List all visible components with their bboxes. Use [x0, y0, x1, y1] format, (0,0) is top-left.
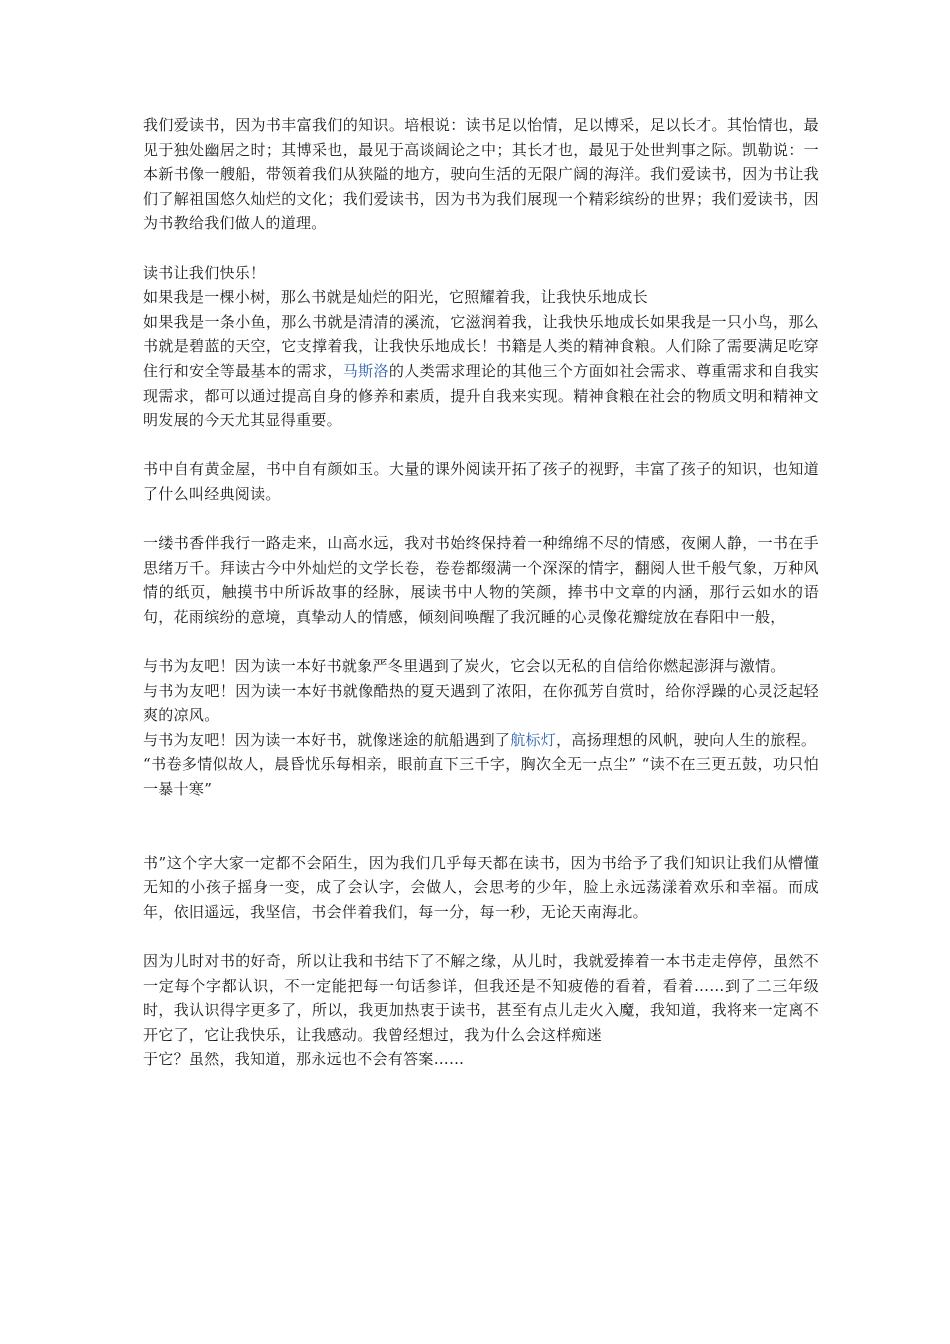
paragraph-no-answer: 于它？虽然，我知道，那永远也不会有答案……: [143, 1050, 465, 1069]
paragraph-little-fish: [143, 310, 819, 433]
paragraph-gap: [143, 236, 819, 261]
paragraph-text: 如果我是一条小鱼，那么书就是清清的溪流，它滋润着我，让我快乐地成长如果我是一只小鸟，那么书就是碧蓝的天空，它支撑着我，让我快乐地成长！书籍是人类的精神食粮。人们除了需要满足吃穿住行和安全等最基本的需求，: [143, 312, 819, 380]
paragraph-gap: [143, 802, 819, 851]
paragraph-gap: [143, 924, 819, 949]
paragraph-gap: [143, 433, 819, 458]
paragraph-book-character: 书”这个字大家一定都不会陌生，因为我们几乎每天都在读书，因为书给予了我们知识让我们从懵懂无知的小孩子摇身一变，成了会认字，会做人，会思考的少年，脸上永远荡漾着欢乐和幸福。而成年，依旧遥远，我坚信，书会伴着我们，每一分，每一秒，无论天南海北。: [143, 853, 819, 921]
paragraph-gap: [143, 629, 819, 654]
paragraph-golden-house: 书中自有黄金屋，书中自有颜如玉。大量的课外阅读开拓了孩子的视野，丰富了孩子的知识，也知道了什么叫经典阅读。: [143, 460, 819, 503]
paragraph-heading-reading-happy: 读书让我们快乐！: [143, 263, 266, 282]
paragraph-friend-summer: 与书为友吧！因为读一本好书就像酷热的夏天遇到了浓阳，在你孤芳自赏时，给你浮躁的心灵泛起轻爽的凉风。: [143, 681, 819, 725]
paragraph-book-fragrance: 一缕书香伴我行一路走来，山高水远，我对书始终保持着一种绵绵不尽的情感，夜阑人静，一书在手思绪万千。拜读古今中外灿烂的文学长卷，卷卷都缀满一个深深的情字，翻阅人世千般气象，万种风情的纸页，触摸书中所诉故事的经脉，展读书中人物的笑颜，捧书中文章的内涵，那行云如水的语句，花雨缤纷的意境，真挚动人的情感，倾刻间唤醒了我沉睡的心灵像花瓣绽放在春阳中一般，: [143, 534, 819, 626]
paragraph-text: 的人类需求理论的其他三个方面如社会需求、尊重需求和自我实现需求，都可以通过提高自身的修养和素质，提升自我来实现。精神食粮在社会的物质文明和精神文明发展的今天尤其显得重要。: [143, 361, 820, 430]
document-body: [143, 113, 819, 1072]
paragraph-gap: [143, 507, 819, 532]
paragraph-love-reading: 我们爱读书，因为书丰富我们的知识。培根说：读书足以怡情，足以博采，足以长才。其怡情也，最见于独处幽居之时；其博采也，最见于高谈阔论之中；其长才也，最见于处世判事之际。凯勒说：一本新书像一艘船，带领着我们从狭隘的地方，驶向生活的无限广阔的海洋。我们爱读书，因为书让我们了解祖国悠久灿烂的文化；我们爱读书，因为书为我们展现一个精彩缤纷的世界；我们爱读书，因为书教给我们做人的道理。: [143, 116, 819, 233]
paragraph-friend-ship: [143, 728, 819, 753]
maslow-link[interactable]: 马斯洛: [342, 361, 389, 380]
paragraph-little-tree: 如果我是一棵小树，那么书就是灿烂的阳光，它照耀着我，让我快乐地成长: [143, 288, 648, 307]
paragraph-childhood-curiosity: 因为儿时对书的好奇，所以让我和书结下了不解之缘，从儿时，我就爱捧着一本书走走停停，虽然不一定每个字都认识，不一定能把每一句话参详，但我还是不知疲倦的看着，看着……到了二三年级时，我认识得字更多了，所以，我更加热衷于读书，甚至有点儿走火入魔，我知道，我将来一定离不开它了，它让我快乐，让我感动。我曾经想过，我为什么会这样痴迷: [143, 952, 819, 1044]
paragraph-text: 与书为友吧！因为读一本好书，就像迷途的航船遇到了: [143, 730, 511, 749]
beacon-link[interactable]: 航标灯: [510, 730, 557, 749]
paragraph-quotes: “书卷多情似故人，晨昏忧乐每相亲，眼前直下三千字，胸次全无一点尘” “读不在三更五鼓，功只怕一暴十寒”: [143, 755, 819, 799]
paragraph-text: ，高扬理想的风帆，驶向人生的旅程。: [556, 730, 817, 749]
paragraph-friend-winter: 与书为友吧！因为读一本好书就象严冬里遇到了炭火，它会以无私的自信给你燃起澎湃与激情。: [143, 657, 786, 676]
